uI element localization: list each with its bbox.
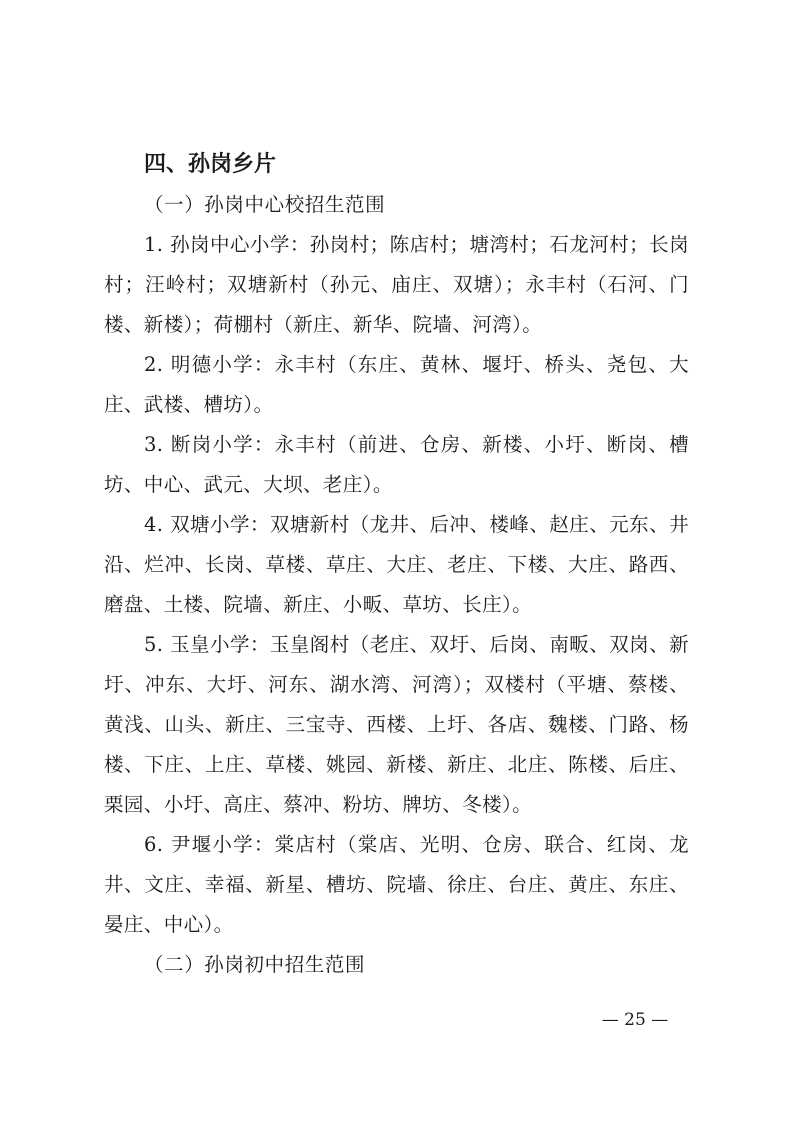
page-number: — 25 — [601,1010,669,1030]
paragraph-item-1: 1. 孙岗中心小学：孙岗村；陈店村；塘湾村；石龙河村；长岗村；汪岭村；双塘新村（孙元、庙庄、双塘）；永丰村（石河、门楼、新楼）；荷棚村（新庄、新华、院墙、河湾）。 [104,233,689,336]
subsection-title-2: （二）孙岗初中招生范围 [144,953,366,976]
paragraph-item-5: 5. 玉皇小学：玉皇阁村（老庄、双圩、后岗、南畈、双岗、新圩、冲东、大圩、河东、湖水湾、河湾）；双楼村（平塘、蔡楼、黄浅、山头、新庄、三宝寺、西楼、上圩、各店、魏楼、门路、杨楼、下庄、上庄、草楼、姚园、新楼、新庄、北庄、陈楼、后庄、栗园、小圩、高庄、蔡冲、粉坊、牌坊、冬楼）。 [104,633,689,816]
paragraph-item-2: 2. 明德小学：永丰村（东庄、黄林、堰圩、桥头、尧包、大庄、武楼、槽坊）。 [104,353,689,416]
paragraph-item-4: 4. 双塘小学：双塘新村（龙井、后冲、楼峰、赵庄、元东、井沿、烂冲、长岗、草楼、草庄、大庄、老庄、下楼、大庄、路西、磨盘、土楼、院墙、新庄、小畈、草坊、长庄）。 [104,513,689,616]
paragraph-item-6: 6. 尹堰小学：棠店村（棠店、光明、仓房、联合、红岗、龙井、文庄、幸福、新星、槽坊、院墙、徐庄、台庄、黄庄、东庄、晏庄、中心）。 [104,833,689,936]
page-content [104,145,689,985]
paragraph-item-3: 3. 断岗小学：永丰村（前进、仓房、新楼、小圩、断岗、槽坊、中心、武元、大坝、老庄）。 [104,433,689,496]
section-title: 四、孙岗乡片 [144,152,277,177]
subsection-title-1: （一）孙岗中心校招生范围 [144,193,386,216]
